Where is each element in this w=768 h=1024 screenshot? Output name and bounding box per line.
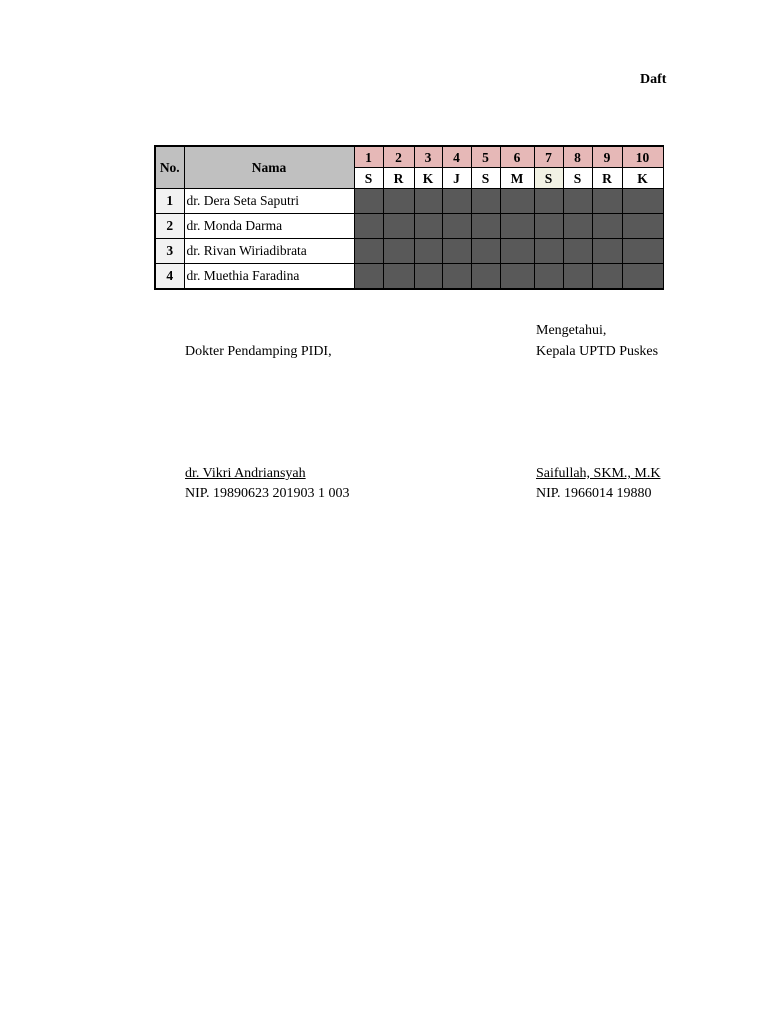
row-name: dr. Dera Seta Saputri [184, 189, 354, 214]
right-signatory-nip: NIP. 1966014 19880 [536, 486, 652, 501]
attendance-cell[interactable] [414, 214, 442, 239]
attendance-cell[interactable] [414, 264, 442, 290]
attendance-cell[interactable] [500, 189, 534, 214]
attendance-cell[interactable] [622, 264, 663, 290]
day-name: R [383, 168, 414, 189]
right-signatory-role: Kepala UPTD Puskes [536, 344, 659, 359]
day-number: 3 [414, 146, 442, 168]
attendance-cell[interactable] [471, 264, 500, 290]
attendance-cell[interactable] [442, 264, 471, 290]
left-signatory-nip: NIP. 19890623 201903 1 003 [185, 486, 350, 501]
attendance-cell[interactable] [414, 189, 442, 214]
attendance-cell[interactable] [563, 264, 592, 290]
table-row [155, 239, 663, 264]
day-number: 1 [354, 146, 383, 168]
attendance-cell[interactable] [471, 189, 500, 214]
day-name: M [500, 168, 534, 189]
attendance-cell[interactable] [471, 239, 500, 264]
right-signatory-name: Saifullah, SKM., M.K [536, 466, 661, 481]
table-row [155, 214, 663, 239]
header-no: No. [155, 146, 184, 189]
attendance-cell[interactable] [383, 239, 414, 264]
attendance-cell[interactable] [383, 214, 414, 239]
attendance-cell[interactable] [471, 214, 500, 239]
day-name: S [354, 168, 383, 189]
day-number: 8 [563, 146, 592, 168]
day-name: K [622, 168, 663, 189]
header-nama: Nama [184, 146, 354, 189]
left-signatory-name: dr. Vikri Andriansyah [185, 466, 306, 481]
attendance-cell[interactable] [592, 214, 622, 239]
attendance-table [154, 145, 664, 290]
day-name: S [471, 168, 500, 189]
attendance-cell[interactable] [592, 264, 622, 290]
day-name: J [442, 168, 471, 189]
attendance-cell[interactable] [500, 214, 534, 239]
day-name: S [534, 168, 563, 189]
row-number: 3 [155, 239, 184, 264]
attendance-table-container [154, 145, 665, 291]
attendance-cell[interactable] [534, 264, 563, 290]
attendance-cell[interactable] [442, 214, 471, 239]
page-title: Daft [640, 72, 667, 87]
day-name: K [414, 168, 442, 189]
day-number: 7 [534, 146, 563, 168]
table-row [155, 264, 663, 290]
day-name: S [563, 168, 592, 189]
day-number: 9 [592, 146, 622, 168]
attendance-cell[interactable] [622, 214, 663, 239]
day-number: 4 [442, 146, 471, 168]
attendance-cell[interactable] [442, 239, 471, 264]
day-number: 5 [471, 146, 500, 168]
day-number: 10 [622, 146, 663, 168]
attendance-cell[interactable] [534, 189, 563, 214]
attendance-cell[interactable] [354, 264, 383, 290]
attendance-cell[interactable] [354, 239, 383, 264]
attendance-cell[interactable] [500, 264, 534, 290]
day-number: 6 [500, 146, 534, 168]
attendance-cell[interactable] [354, 214, 383, 239]
row-name: dr. Rivan Wiriadibrata [184, 239, 354, 264]
row-number: 4 [155, 264, 184, 290]
attendance-cell[interactable] [592, 189, 622, 214]
row-name: dr. Muethia Faradina [184, 264, 354, 290]
day-number: 2 [383, 146, 414, 168]
attendance-cell[interactable] [534, 214, 563, 239]
row-number: 2 [155, 214, 184, 239]
day-name: R [592, 168, 622, 189]
left-signatory-role: Dokter Pendamping PIDI, [185, 344, 332, 359]
row-number: 1 [155, 189, 184, 214]
attendance-cell[interactable] [354, 189, 383, 214]
row-name: dr. Monda Darma [184, 214, 354, 239]
attendance-cell[interactable] [442, 189, 471, 214]
attendance-cell[interactable] [622, 239, 663, 264]
attendance-cell[interactable] [563, 214, 592, 239]
attendance-cell[interactable] [500, 239, 534, 264]
attendance-cell[interactable] [563, 239, 592, 264]
attendance-cell[interactable] [592, 239, 622, 264]
attendance-cell[interactable] [383, 264, 414, 290]
attendance-cell[interactable] [414, 239, 442, 264]
attendance-cell[interactable] [622, 189, 663, 214]
attendance-cell[interactable] [534, 239, 563, 264]
right-signature-block [536, 320, 665, 510]
attendance-cell[interactable] [563, 189, 592, 214]
acknowledge-label: Mengetahui, [536, 323, 607, 338]
attendance-cell[interactable] [383, 189, 414, 214]
table-row [155, 189, 663, 214]
